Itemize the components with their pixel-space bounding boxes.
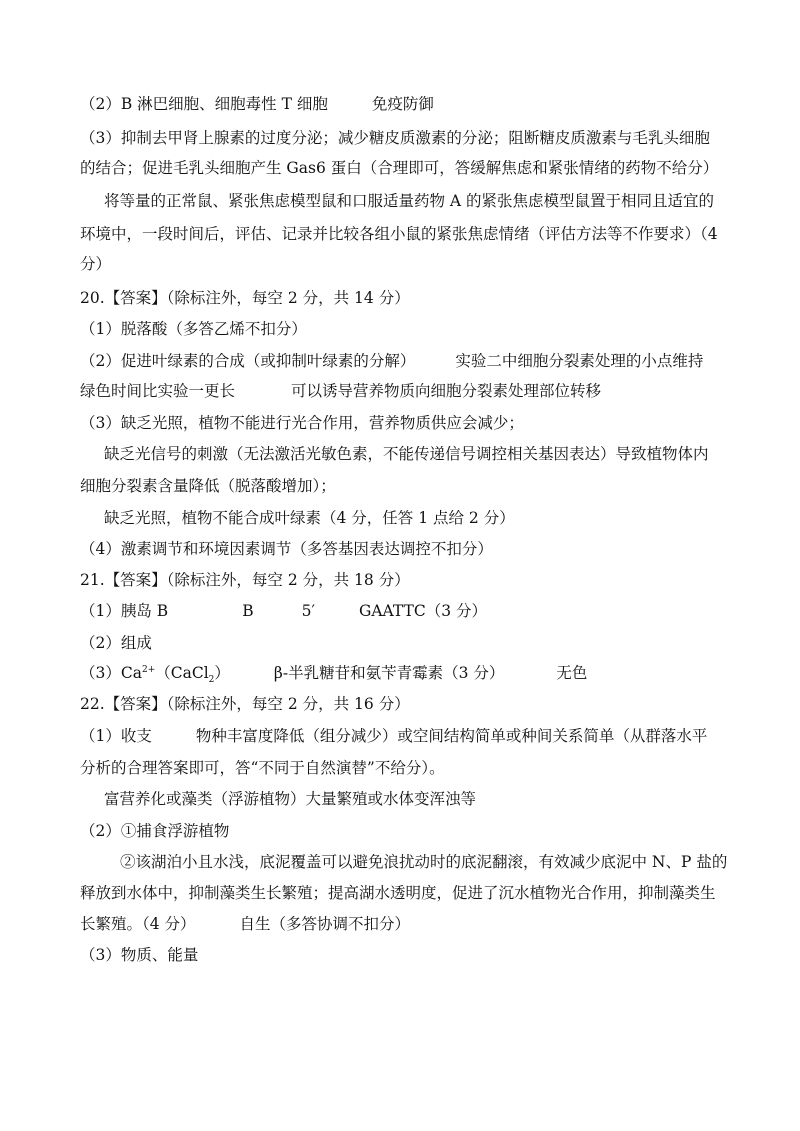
answer-line-21-3 [80, 662, 587, 684]
answer-line [104, 507, 515, 529]
answer-text: （1）胰岛 B [80, 602, 169, 620]
answer-line-20-1 [80, 318, 307, 340]
question-21-header [80, 569, 410, 591]
answer-text: （1）收支 [80, 727, 152, 745]
answer-text: （CaCl [155, 664, 209, 682]
answer-line-20-4 [80, 538, 493, 560]
answer-line-22-3 [80, 944, 198, 966]
answer-text: 21.【答案】（除标注外，每空 2 分，共 18 分） [80, 571, 410, 589]
answer-text: GAATTC（3 分） [358, 602, 488, 620]
answer-line [80, 380, 601, 402]
answer-text: 实验二中细胞分裂素处理的小点维持 [455, 352, 704, 370]
answer-text: （1）脱落酸（多答乙烯不扣分） [80, 320, 307, 338]
answer-text: 释放到水体中，抑制藻类生长繁殖；提高湖水透明度，促进了沉水植物光合作用，抑制藻类生 [80, 884, 716, 902]
answer-text: 可以诱导营养物质向细胞分裂素处理部位转移 [291, 382, 602, 400]
answer-line [104, 788, 476, 810]
answer-text: 缺乏光信号的刺激（无法激活光敏色素，不能传递信号调控相关基因表达）导致植物体内 [104, 445, 709, 463]
answer-text: β-半乳糖苷和氨苄青霉素（3 分） [273, 664, 505, 682]
superscript: 2+ [141, 664, 156, 675]
answer-line [80, 157, 718, 179]
answer-line [80, 882, 716, 904]
answer-line [80, 253, 111, 275]
answer-line [120, 851, 727, 873]
answer-text: （3）缺乏光照，植物不能进行光合作用，营养物质供应会减少； [80, 414, 524, 432]
answer-line [80, 223, 718, 245]
answer-line-22-1 [80, 725, 707, 747]
answer-text: 细胞分裂素含量降低（脱落酸增加）； [80, 477, 336, 495]
answer-line-19-3 [80, 127, 710, 149]
answer-text: 分析的合理答案即可，答“不同于自然演替”不给分）。 [80, 759, 445, 777]
answer-text: （3）物质、能量 [80, 946, 199, 964]
answer-text: （3）Ca [80, 664, 142, 682]
answer-text: 免疫防御 [371, 95, 434, 113]
answer-text: （2）组成 [80, 634, 152, 652]
answer-line-19-2 [80, 93, 434, 115]
answer-line [80, 913, 410, 935]
answer-text: 分） [80, 255, 112, 273]
answer-text: 富营养化或藻类（浮游植物）大量繁殖或水体变浑浊等 [104, 790, 477, 808]
answer-text: 5′ [301, 602, 315, 620]
answer-line-21-2 [80, 632, 152, 654]
answer-line-20-3 [80, 412, 524, 434]
answer-text: 长繁殖。（4 分） [80, 915, 196, 933]
answer-text: 20.【答案】（除标注外，每空 2 分，共 14 分） [80, 289, 410, 307]
answer-line [104, 190, 714, 212]
answer-line-21-1 [80, 600, 487, 622]
answer-line-20-2 [80, 350, 703, 372]
answer-text: 将等量的正常鼠、紧张焦虑模型鼠和口服适量药物 A 的紧张焦虑模型鼠置于相同且适宜的 [104, 192, 715, 210]
answer-text: 无色 [556, 664, 588, 682]
answer-text: ） [214, 664, 230, 682]
question-22-header [80, 693, 410, 715]
answer-text: 的结合；促进毛乳头细胞产生 Gas6 蛋白（合理即可，答缓解焦虑和紧张情绪的药物不给分） [80, 159, 719, 177]
answer-line-22-2 [80, 820, 229, 842]
question-20-header [80, 287, 410, 309]
answer-text: （4）激素调节和环境因素调节（多答基因表达调控不扣分） [80, 540, 493, 558]
answer-text: （2）B 淋巴细胞、细胞毒性 T 细胞 [80, 95, 328, 113]
answer-text: ②该湖泊小且水浅，底泥覆盖可以避免浪扰动时的底泥翻滚，有效减少底泥中 N、P 盐的 [120, 853, 728, 871]
answer-text: B [242, 602, 254, 620]
answer-text: 环境中，一段时间后，评估、记录并比较各组小鼠的紧张焦虑情绪（评估方法等不作要求）（4 [80, 225, 718, 243]
answer-line [80, 757, 445, 779]
answer-text: 自生（多答协调不扣分） [239, 915, 411, 933]
answer-text: （2）①捕食浮游植物 [80, 822, 230, 840]
answer-line [104, 443, 709, 465]
subscript: 2 [208, 675, 215, 686]
answer-text: （2）促进叶绿素的合成（或抑制叶绿素的分解） [80, 352, 416, 370]
answer-text: 缺乏光照，植物不能合成叶绿素（4 分，任答 1 点给 2 分） [104, 509, 515, 527]
answer-line [80, 475, 336, 497]
answer-text: 物种丰富度降低（组分减少）或空间结构简单或种间关系简单（从群落水平 [195, 727, 708, 745]
answer-text: 22.【答案】（除标注外，每空 2 分，共 16 分） [80, 695, 410, 713]
answer-text: 绿色时间比实验一更长 [80, 382, 236, 400]
answer-text: （3）抑制去甲肾上腺素的过度分泌；减少糖皮质激素的分泌；阻断糖皮质激素与毛乳头细胞 [80, 129, 710, 147]
